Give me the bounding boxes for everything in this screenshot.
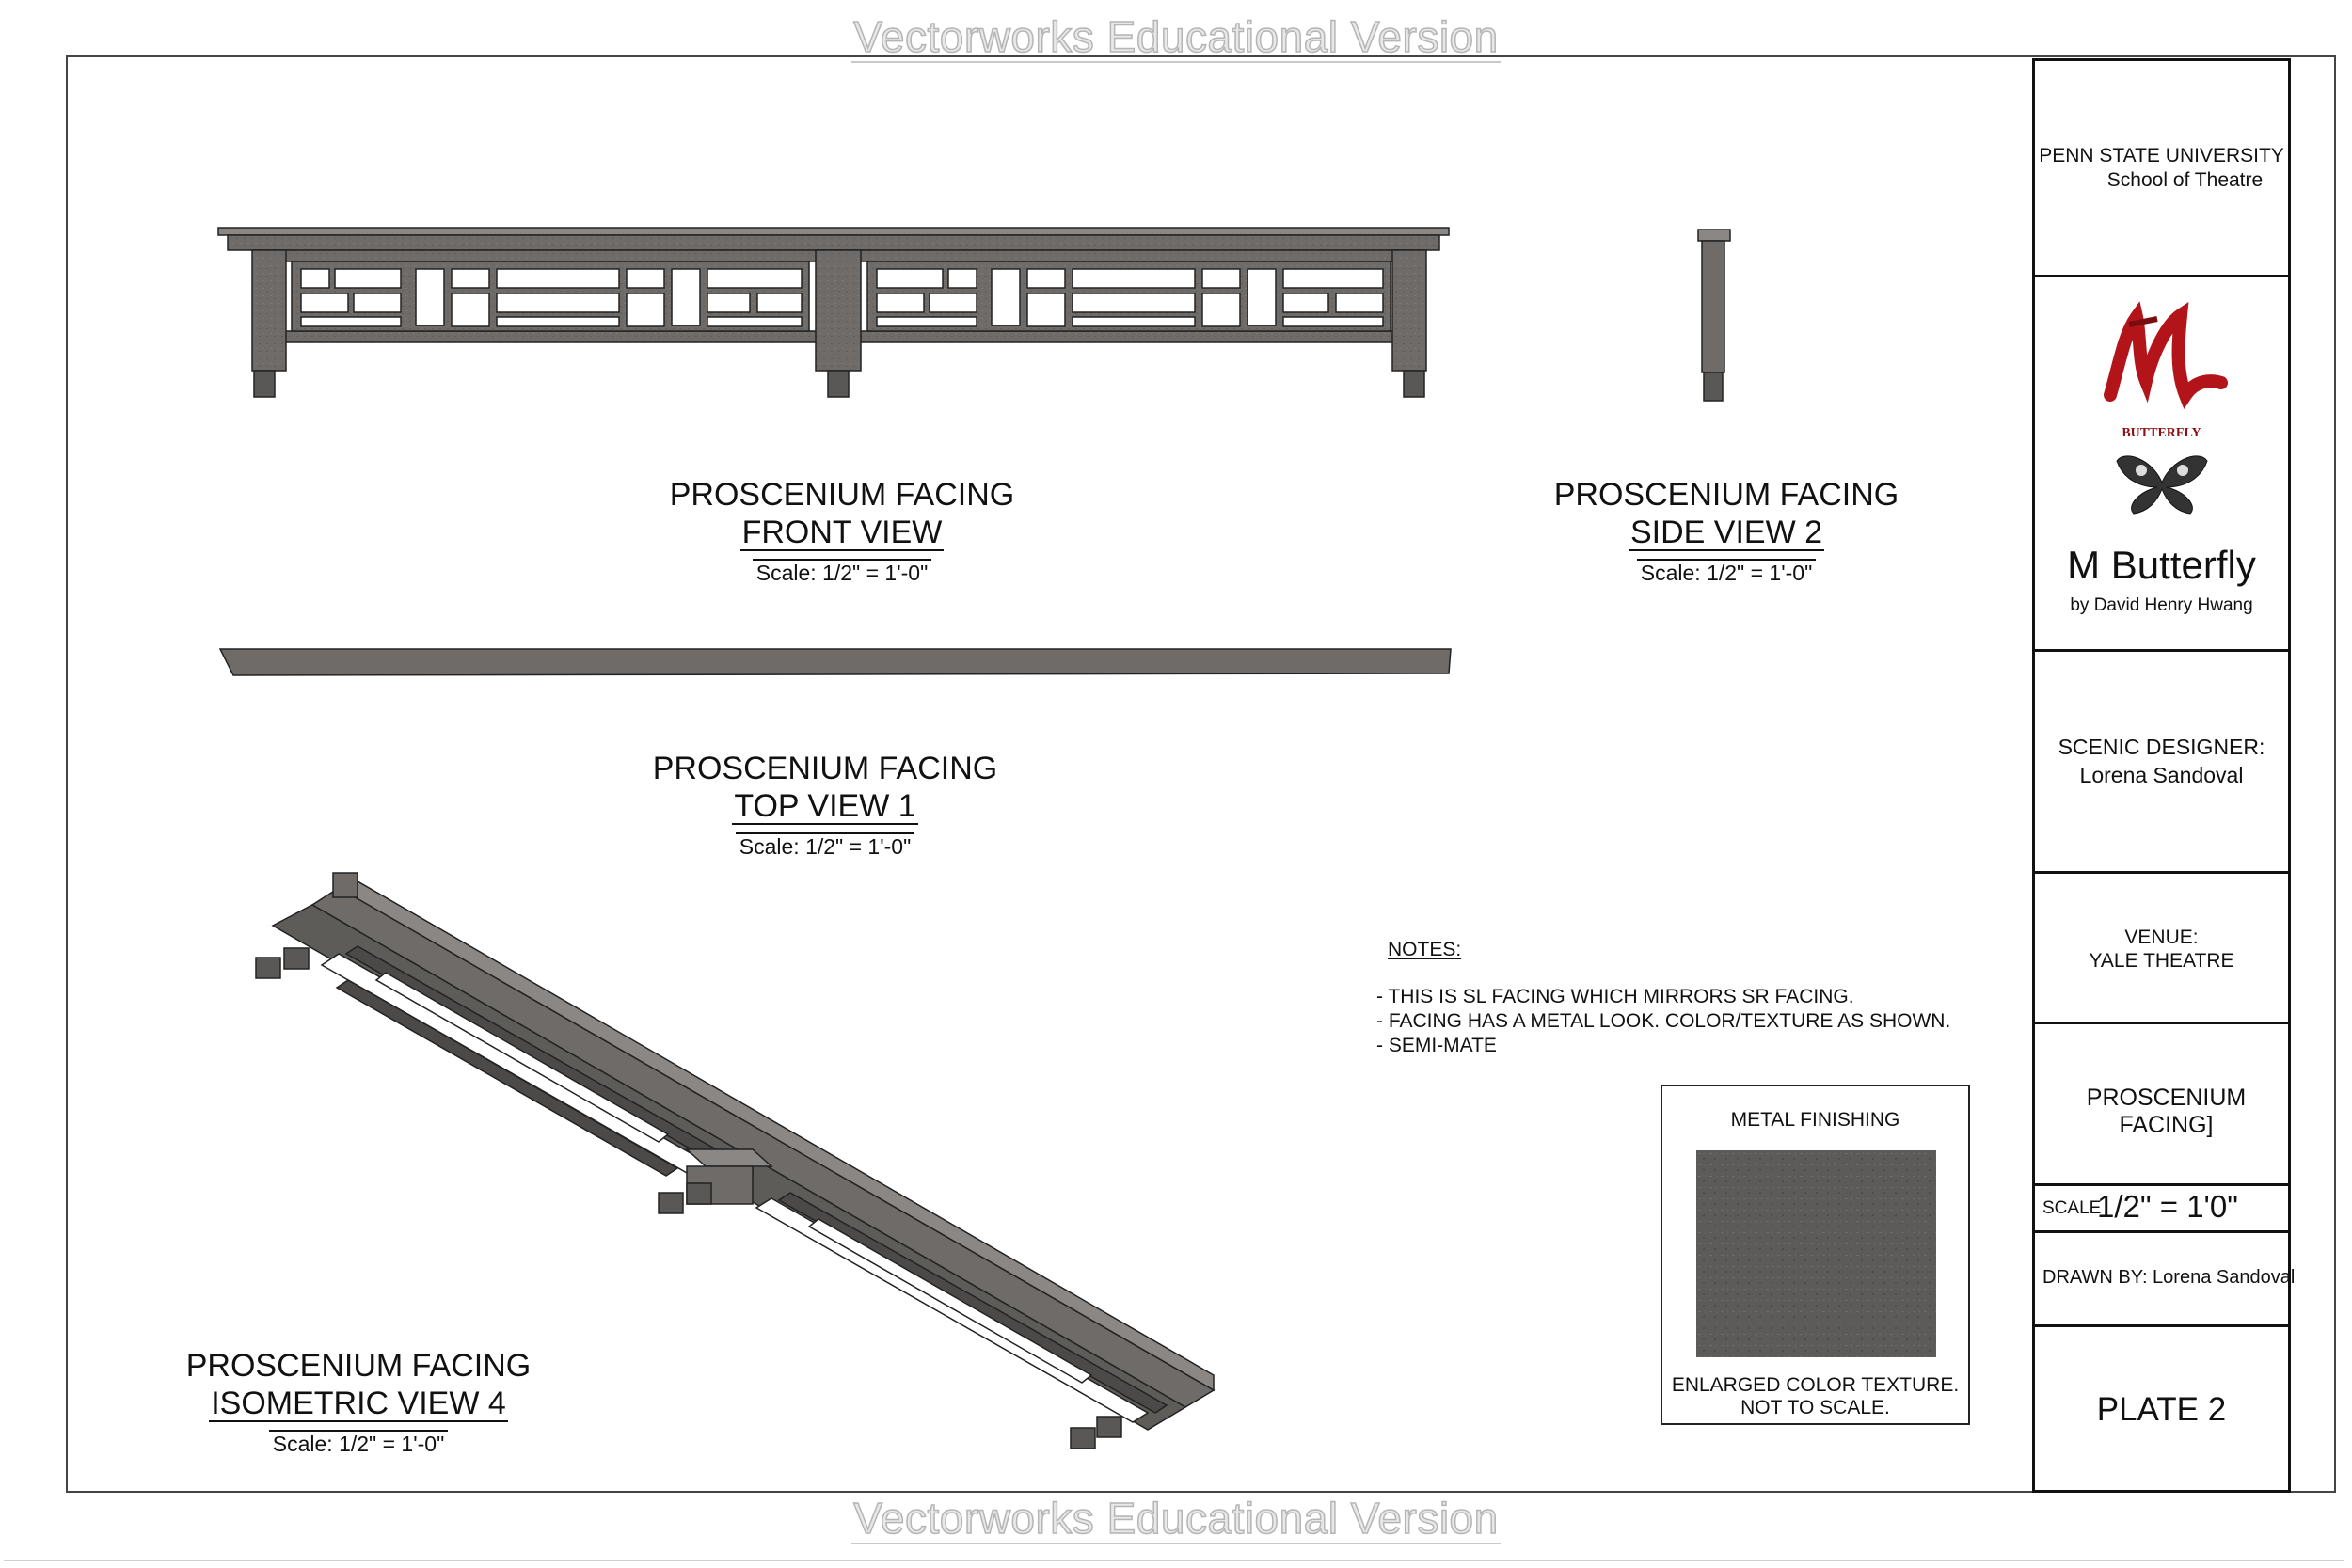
drawn-by: DRAWN BY: Lorena Sandoval <box>2042 1267 2296 1288</box>
designer-label: SCENIC DESIGNER: <box>2058 735 2265 759</box>
tb-designer-cell <box>2035 652 2288 874</box>
tb-drawing-title-cell <box>2035 1024 2288 1186</box>
front-view-drawing <box>216 226 1454 409</box>
front-view-subtitle: FRONT VIEW <box>741 515 943 550</box>
front-view-scale: Scale: 1/2" = 1'-0" <box>753 559 931 585</box>
top-view-title: PROSCENIUM FACING <box>652 751 998 786</box>
butterfly-skull-icon <box>2115 450 2209 515</box>
notes-heading: NOTES: <box>1388 939 1462 960</box>
designer-name: Lorena Sandoval <box>2079 763 2244 787</box>
swatch-caption-line2: NOT TO SCALE. <box>1740 1397 1890 1418</box>
top-view-label <box>604 750 1046 863</box>
tb-scale-cell <box>2035 1186 2288 1233</box>
side-view-title: PROSCENIUM FACING <box>1553 477 1899 513</box>
swatch-caption-line1: ENLARGED COLOR TEXTURE. <box>1671 1374 1960 1396</box>
university-name: PENN STATE UNIVERSITY <box>2039 145 2284 166</box>
scale-value: 1/2" = 1'0" <box>2097 1189 2238 1224</box>
metal-finishing-swatch-box <box>1661 1085 1970 1425</box>
show-title: M Butterfly <box>2067 543 2256 587</box>
side-view-label <box>1505 476 1947 589</box>
note-item: - FACING HAS A METAL LOOK. COLOR/TEXTURE AS SHOWN. <box>1376 1010 1951 1032</box>
drawing-title: PROSCENIUM FACING] <box>2086 1085 2247 1138</box>
venue-label: VENUE: <box>2124 927 2199 948</box>
m-butterfly-logo <box>2091 306 2233 409</box>
tb-show-cell <box>2035 277 2288 652</box>
iso-view-scale: Scale: 1/2" = 1'-0" <box>269 1430 448 1456</box>
iso-view-title: PROSCENIUM FACING <box>185 1348 532 1384</box>
top-view-drawing <box>218 647 1455 679</box>
iso-view-label <box>137 1347 580 1460</box>
logo-word: BUTTERFLY <box>2122 426 2201 440</box>
top-view-subtitle: TOP VIEW 1 <box>734 788 916 824</box>
plate-number: PLATE 2 <box>2096 1391 2227 1428</box>
side-view-scale: Scale: 1/2" = 1'-0" <box>1637 559 1816 585</box>
front-view-label <box>621 476 1063 589</box>
iso-view-subtitle: ISOMETRIC VIEW 4 <box>211 1386 506 1421</box>
metal-texture-swatch <box>1696 1150 1936 1357</box>
side-view-drawing <box>1696 228 1734 406</box>
tb-plate-cell <box>2035 1327 2288 1490</box>
scale-label: SCALE <box>2042 1198 2102 1218</box>
note-item: - THIS IS SL FACING WHICH MIRRORS SR FACING. <box>1376 986 1854 1007</box>
tb-university-cell <box>2035 61 2288 277</box>
school-name: School of Theatre <box>2106 169 2264 191</box>
tb-drawn-by-cell <box>2035 1233 2296 1327</box>
tb-venue-cell <box>2035 874 2288 1024</box>
show-author: by David Henry Hwang <box>2070 595 2253 615</box>
top-view-scale: Scale: 1/2" = 1'-0" <box>736 832 914 859</box>
swatch-title: METAL FINISHING <box>1730 1109 1900 1131</box>
note-item: - SEMI-MATE <box>1376 1035 1497 1056</box>
title-block <box>2032 58 2296 1493</box>
watermark-bottom: Vectorworks Educational Version <box>853 1494 1499 1543</box>
front-view-title: PROSCENIUM FACING <box>669 477 1015 513</box>
watermark-top: Vectorworks Educational Version <box>853 12 1499 61</box>
notes <box>1376 938 1950 1058</box>
venue-name: YALE THEATRE <box>2089 950 2234 972</box>
side-view-subtitle: SIDE VIEW 2 <box>1629 515 1823 550</box>
